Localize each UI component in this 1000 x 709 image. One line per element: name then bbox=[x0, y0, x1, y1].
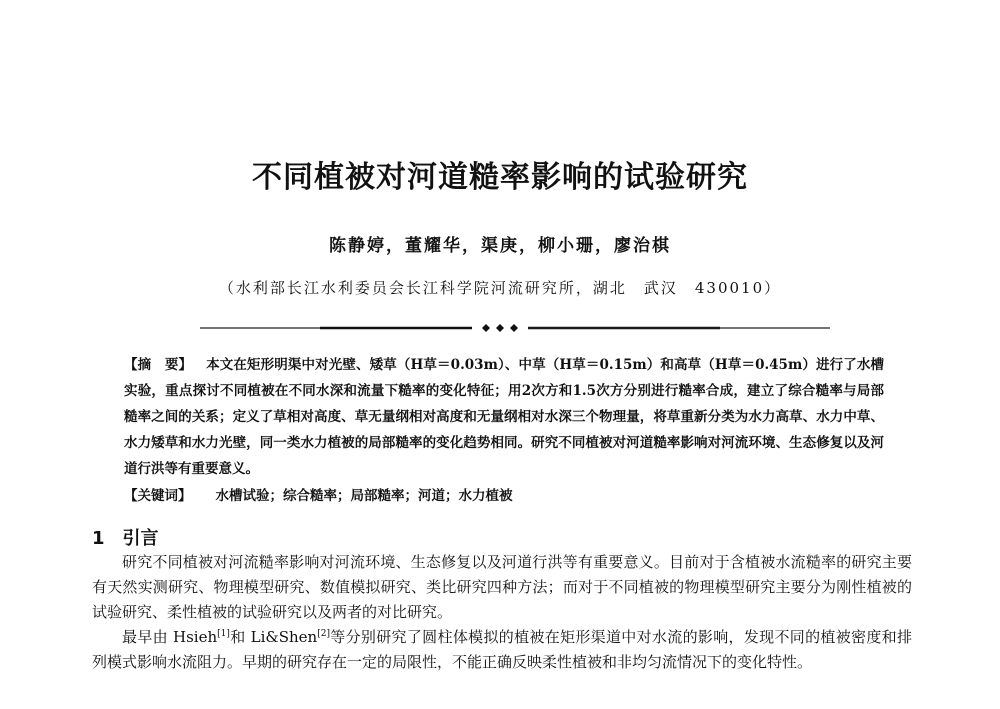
ornamental-divider bbox=[200, 322, 830, 334]
divider-diamond-2 bbox=[496, 324, 504, 332]
keywords-text: 水槽试验；综合糙率；局部糙率；河道；水力植被 bbox=[215, 488, 513, 504]
para2-part-b: 和 Li&Shen bbox=[229, 628, 318, 646]
para2-part-a: 最早由 Hsieh bbox=[122, 628, 218, 646]
paper-title: 不同植被对河道糙率影响的试验研究 bbox=[252, 160, 748, 195]
divider-diamond-3 bbox=[510, 324, 518, 332]
section-heading bbox=[92, 524, 159, 550]
citation-2: [2] bbox=[317, 629, 330, 639]
divider-diamond-1 bbox=[482, 324, 490, 332]
author-list: 陈静婷，董耀华，渠庚，柳小珊，廖治棋 bbox=[329, 236, 671, 256]
abstract-text: 本文在矩形明渠中对光壁、矮草（H草＝0.03m）、中草（H草＝0.15m）和高草（H草＝0.45m）进行了水槽实验，重点探讨不同植被在不同水深和流量下糙率的变化特征；用2次方和1.5次方分别进行糙率合成，建立了综合糙率与局部糙率之间的关系；定义了草相对高度、草无量纲相对高度和无量纲相对水深三个物理量，将草重新分类为水力高草、水力中草、水力矮草和水力光壁，同一类水力植被的局部糙率的变化趋势相同。研究不同植被对河道糙率影响对河流环境、生态修复以及河道行洪等有重要意义。 bbox=[124, 357, 884, 477]
citation-1: [1] bbox=[217, 629, 230, 639]
abstract-label: 【摘 要】 bbox=[124, 357, 193, 373]
keywords-block bbox=[124, 484, 884, 504]
section-number: 1 bbox=[92, 528, 105, 549]
abstract-block bbox=[124, 352, 884, 482]
paragraph-2 bbox=[92, 625, 912, 675]
affiliation: （水利部长江水利委员会长江科学院河流研究所，湖北 武汉 430010） bbox=[218, 279, 782, 297]
paragraph-1: 研究不同植被对河流糙率影响对河流环境、生态修复以及河道行洪等有重要意义。目前对于含植被水流糙率的研究主要有天然实测研究、物理模型研究、数值模拟研究、类比研究四种方法；而对于不同植被的物理模型研究主要分为刚性植被的试验研究、柔性植被的试验研究以及两者的对比研究。 bbox=[92, 553, 912, 621]
keywords-label: 【关键词】 bbox=[124, 488, 192, 504]
para2-part-c: 等分别研究了圆柱体模拟的植被在矩形渠道中对水流的影响，发现不同的植被密度和排列模式影响水流阻力。早期的研究存在一定的局限性，不能正确反映柔性植被和非均匀流情况下的变化特性。 bbox=[92, 628, 912, 671]
section-title: 引言 bbox=[122, 528, 159, 549]
section-body bbox=[92, 550, 912, 675]
